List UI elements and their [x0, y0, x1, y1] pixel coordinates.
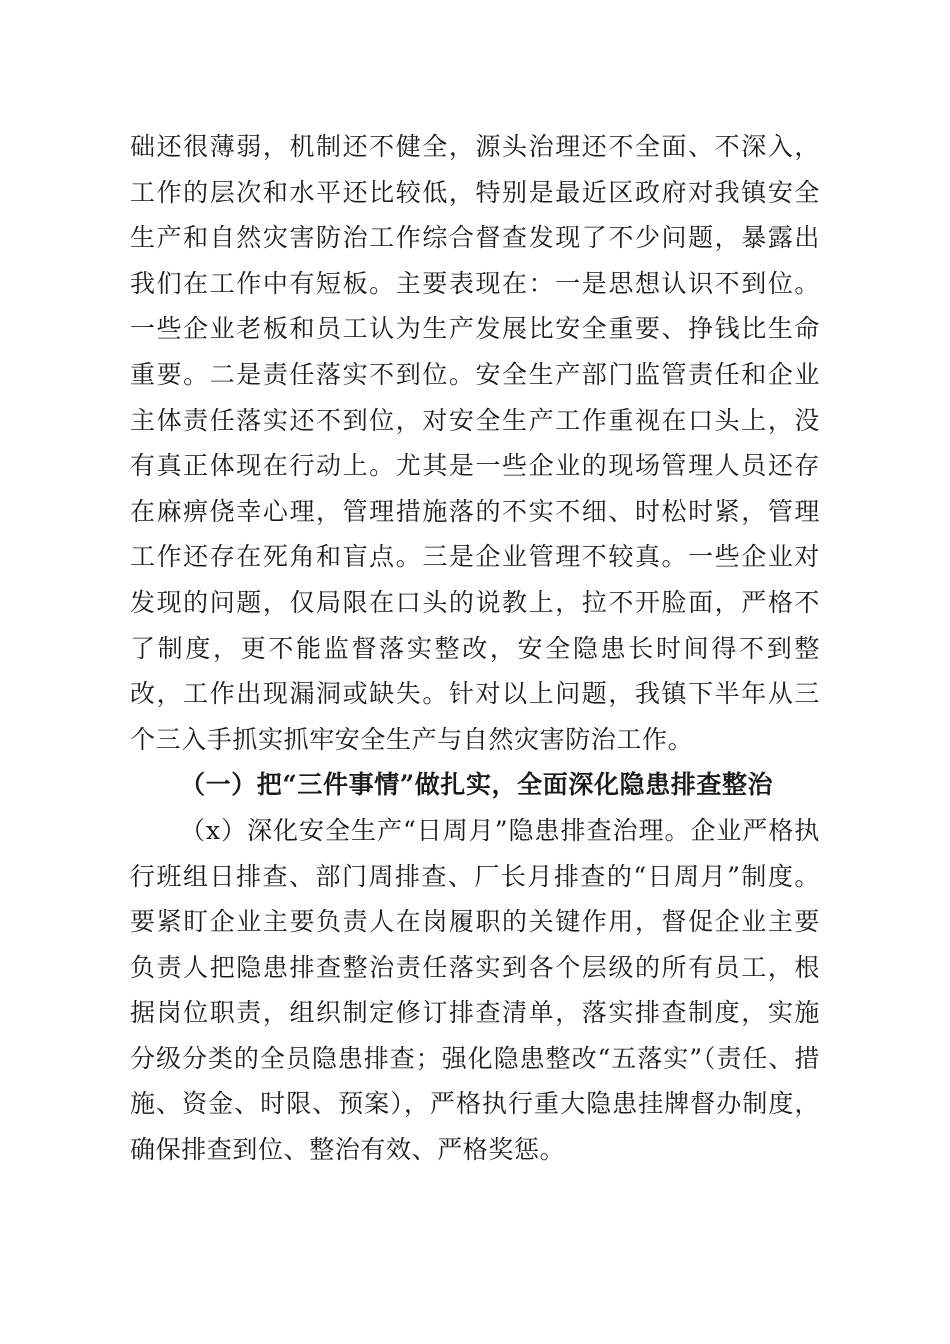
section-paragraph: （x）深化安全生产“日周月”隐患排查治理。企业严格执行班组日排查、部门周排查、厂长月排查的“日周月”制度。要紧盯企业主要负责人在岗履职的关键作用，督促企业主要负责人把隐患排查整治责任落实到各个层级的所有员工，根据岗位职责，组织制定修订排查清单，落实排查制度，实施分级分类的全员隐患排查；强化隐患整改“五落实”（责任、措施、资金、时限、预案），严格执行重大隐患挂牌督办制度，确保排查到位、整治有效、严格奖惩。 [130, 815, 820, 1165]
body-text [130, 124, 820, 1173]
section-heading: （一）把“三件事情”做扎实，全面深化隐患排查整治 [180, 770, 774, 800]
continuation-paragraph: 础还很薄弱，机制还不健全，源头治理还不全面、不深入，工作的层次和水平还比较低，特别是最近区政府对我镇安全生产和自然灾害防治工作综合督查发现了不少问题，暴露出我们在工作中有短板。主要表现在：一是思想认识不到位。一些企业老板和员工认为生产发展比安全重要、挣钱比生命重要。二是责任落实不到位。安全生产部门监管责任和企业主体责任落实还不到位，对安全生产工作重视在口头上，没有真正体现在行动上。尤其是一些企业的现场管理人员还存在麻痹侥幸心理，管理措施落的不实不细、时松时紧，管理工作还存在死角和盲点。三是企业管理不较真。一些企业对发现的问题，仅局限在口头的说教上，拉不开脸面，严格不了制度，更不能监督落实整改，安全隐患长时间得不到整改，工作出现漏洞或缺失。针对以上问题，我镇下半年从三个三入手抓实抓牢安全生产与自然灾害防治工作。 [130, 132, 820, 754]
